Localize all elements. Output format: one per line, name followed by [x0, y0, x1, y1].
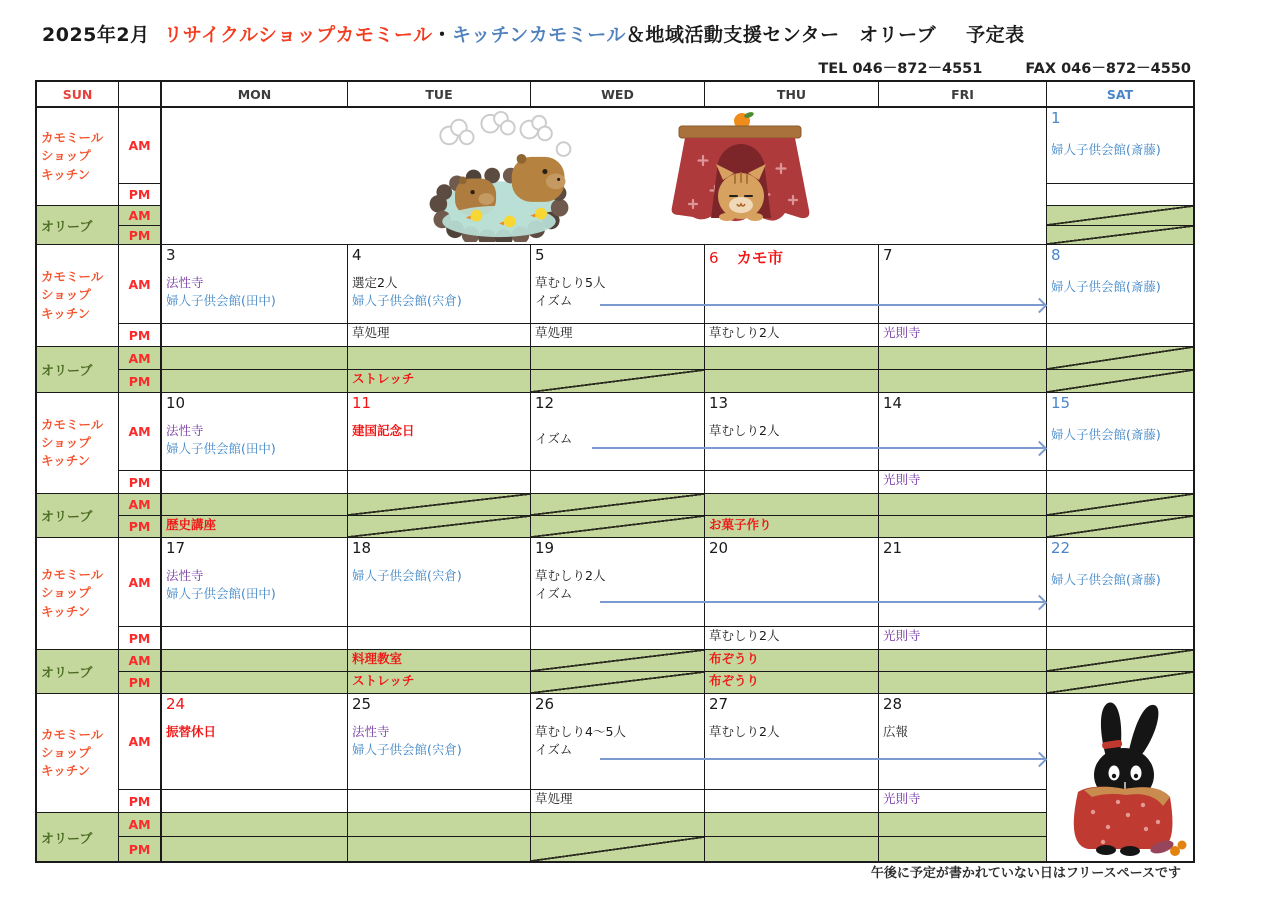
cell-feb19-olive-pm — [531, 672, 705, 693]
cell-feb6-am — [705, 245, 879, 324]
event: お菓子作り — [709, 517, 772, 532]
cell-feb26-pm — [531, 790, 705, 813]
event: 婦人子供会館(斎藤) — [1051, 141, 1161, 157]
cell-feb17-am — [162, 538, 348, 627]
olive-row-label: オリーブ — [37, 650, 119, 693]
event: 草処理 — [535, 791, 573, 806]
date-feb13: 13 — [709, 394, 729, 412]
cell-feb14-pm — [879, 471, 1047, 494]
cell-feb5-pm — [531, 324, 705, 347]
date-feb26: 26 — [535, 695, 555, 713]
cell-feb13-olive-am — [705, 494, 879, 516]
event: 婦人子供会館(宍倉) — [352, 567, 462, 583]
event: 法性寺 — [166, 274, 204, 290]
date-feb20: 20 — [709, 539, 729, 557]
event: イズム — [535, 742, 573, 757]
cell-feb14-am — [879, 393, 1047, 471]
pm-label: PM — [119, 627, 162, 650]
cell-feb7-olive-am — [879, 347, 1047, 370]
cell-feb7-olive-pm — [879, 370, 1047, 392]
event: 法性寺 — [166, 422, 204, 438]
pm-label: PM — [119, 471, 162, 494]
cell-feb1-olive-am — [1047, 206, 1193, 226]
event: 婦人子供会館(宍倉) — [352, 293, 462, 308]
cell-feb4-olive-am — [348, 347, 531, 370]
cell-feb17-olive-pm — [162, 672, 348, 693]
fax-number: FAX 046－872－4550 — [1025, 61, 1191, 77]
cell-feb8-olive-am — [1047, 347, 1193, 370]
cell-feb27-olive-am — [705, 813, 879, 837]
cell-feb8-am — [1047, 245, 1193, 324]
cell-feb19-am — [531, 538, 705, 627]
am-label: AM — [119, 393, 162, 471]
date-feb22: 22 — [1051, 539, 1071, 557]
cell-feb26-am — [531, 694, 705, 790]
cell-feb25-am — [348, 694, 531, 790]
chamomile-row-label: カモミール ショップ キッチン — [37, 393, 119, 494]
cell-feb20-am — [705, 538, 879, 627]
event: ストレッチ — [352, 673, 415, 688]
cell-feb6-pm — [705, 324, 879, 347]
event: イズム — [535, 430, 573, 446]
chamomile-label-line: ショップ — [41, 148, 91, 164]
event: 婦人子供会館(田中) — [166, 441, 276, 456]
header-ampm-spacer — [119, 82, 162, 106]
am-label: AM — [119, 694, 162, 790]
cell-feb12-olive-pm — [531, 516, 705, 537]
cell-feb21-olive-am — [879, 650, 1047, 672]
olive-am-label: AM — [119, 813, 162, 837]
date-feb24: 24 — [166, 695, 186, 713]
header-fri: FRI — [879, 82, 1047, 106]
title-kitchen: キッチンカモミール — [452, 24, 626, 46]
event: 草処理 — [535, 325, 573, 340]
cell-feb13-am — [705, 393, 879, 471]
olive-pm-label: PM — [119, 837, 162, 861]
cell-feb28-olive-pm — [879, 837, 1047, 861]
olive-am-label: AM — [119, 206, 162, 226]
cell-feb4-olive-pm — [348, 370, 531, 392]
date-feb27: 27 — [709, 695, 729, 713]
rabbit-furoshiki-illustration — [1048, 697, 1188, 857]
header-sat: SAT — [1106, 86, 1134, 102]
title-schedule: 予定表 — [966, 24, 1025, 46]
chamomile-row-label — [37, 108, 119, 206]
event: 婦人子供会館(斎藤) — [1051, 278, 1161, 294]
event: 布ぞうり — [709, 651, 760, 666]
title-month: 2025年2月 — [42, 24, 150, 46]
week-row-2 — [37, 245, 1193, 393]
event: 布ぞうり — [709, 673, 760, 688]
olive-row-label: オリーブ — [37, 494, 119, 537]
cell-feb6-olive-am — [705, 347, 879, 370]
week-row-1 — [37, 108, 1193, 245]
chamomile-row-label: カモミール ショップ キッチン — [37, 538, 119, 650]
cell-feb24-olive-pm — [162, 837, 348, 861]
cell-feb18-pm — [348, 627, 531, 650]
event: 婦人子供会館(斎藤) — [1051, 571, 1161, 587]
title-recycle-shop: リサイクルショップカモミール — [163, 24, 433, 46]
cell-feb15-am — [1047, 393, 1193, 471]
cell-feb20-olive-am — [705, 650, 879, 672]
cell-feb5-olive-am — [531, 347, 705, 370]
cell-feb21-pm — [879, 627, 1047, 650]
cell-feb28-am — [879, 694, 1047, 790]
olive-pm-label: PM — [119, 516, 162, 537]
cell-feb3-pm — [162, 324, 348, 347]
cell-feb17-pm — [162, 627, 348, 650]
week-row-5 — [37, 694, 1193, 861]
event: 光則寺 — [883, 628, 921, 643]
event: 光則寺 — [883, 325, 921, 340]
date-feb4: 4 — [352, 246, 362, 264]
cell-feb27-am — [705, 694, 879, 790]
chamomile-row-label: カモミール ショップ キッチン — [37, 694, 119, 813]
cell-feb4-pm — [348, 324, 531, 347]
date-feb11: 11 — [352, 394, 372, 412]
event: 振替休日 — [166, 723, 217, 739]
cell-feb3-am — [162, 245, 348, 324]
pm-label: PM — [119, 324, 162, 347]
calendar-table — [35, 80, 1195, 863]
cell-feb21-am — [879, 538, 1047, 627]
title-separator: ・ — [432, 24, 453, 46]
date-feb28: 28 — [883, 695, 903, 713]
cell-feb12-olive-am — [531, 494, 705, 516]
cell-feb1-olive-pm — [1047, 226, 1193, 244]
am-label: AM — [119, 245, 162, 324]
kotatsu-cat-illustration — [657, 112, 822, 242]
event: 光則寺 — [883, 472, 921, 487]
cell-feb12-pm — [531, 471, 705, 494]
cell-feb20-olive-pm — [705, 672, 879, 693]
event: 選定2人 — [352, 274, 398, 290]
weekday-header-row — [37, 82, 1193, 108]
cell-feb18-olive-am — [348, 650, 531, 672]
cell-feb1-pm — [1047, 184, 1193, 206]
cell-feb15-olive-am — [1047, 494, 1193, 516]
cell-feb28-pm — [879, 790, 1047, 813]
cell-feb22-am — [1047, 538, 1193, 627]
event: 法性寺 — [166, 567, 204, 583]
cell-feb13-olive-pm — [705, 516, 879, 537]
event: 広報 — [883, 723, 909, 739]
event: 歴史講座 — [166, 517, 217, 532]
date-feb15: 15 — [1051, 394, 1071, 412]
olive-pm-label: PM — [119, 226, 162, 244]
cell-feb24-pm — [162, 790, 348, 813]
olive-row-label: オリーブ — [37, 206, 119, 244]
event: 草むしり2人 — [709, 723, 780, 739]
date-feb3: 3 — [166, 246, 176, 264]
header-thu: THU — [705, 82, 879, 106]
date-feb1: 1 — [1051, 109, 1061, 127]
cell-feb24-am — [162, 694, 348, 790]
continuation-arrow-week5 — [600, 758, 1044, 760]
cell-feb3-olive-pm — [162, 370, 348, 392]
cell-feb7-am — [879, 245, 1047, 324]
cell-feb25-pm — [348, 790, 531, 813]
cell-feb22-pm — [1047, 627, 1193, 650]
illustration-area — [162, 108, 1047, 244]
cell-feb22-olive-pm — [1047, 672, 1193, 693]
cell-feb3-olive-am — [162, 347, 348, 370]
illustration-area-sat — [1047, 694, 1193, 861]
cell-feb8-olive-pm — [1047, 370, 1193, 392]
event: 婦人子供会館(田中) — [166, 586, 276, 601]
cell-feb10-olive-am — [162, 494, 348, 516]
am-label: AM — [119, 538, 162, 627]
header-mon: MON — [162, 82, 348, 106]
event: 草むしり2人 — [709, 628, 780, 643]
kamo-market-note: カモ市 — [736, 249, 784, 267]
event: 婦人子供会館(斎藤) — [1051, 426, 1161, 442]
header-tue: TUE — [348, 82, 531, 106]
date-feb5: 5 — [535, 246, 545, 264]
event: 草むしり2人 — [709, 422, 780, 438]
event: 婦人子供会館(田中) — [166, 293, 276, 308]
olive-am-label: AM — [119, 494, 162, 516]
cell-feb14-olive-am — [879, 494, 1047, 516]
cell-feb10-am — [162, 393, 348, 471]
capybara-onsen-illustration — [414, 110, 584, 242]
cell-feb19-olive-am — [531, 650, 705, 672]
olive-am-label: AM — [119, 347, 162, 370]
date-feb17: 17 — [166, 539, 186, 557]
event: イズム — [535, 586, 573, 601]
date-feb25: 25 — [352, 695, 372, 713]
event: 建国記念日 — [352, 422, 415, 438]
pm-label: PM — [119, 184, 162, 206]
footnote: 午後に予定が書かれていない日はフリースペースです — [870, 866, 1181, 881]
date-feb7: 7 — [883, 246, 893, 264]
cell-feb26-olive-pm — [531, 837, 705, 861]
page-title — [42, 20, 1025, 47]
cell-feb15-pm — [1047, 471, 1193, 494]
date-feb10: 10 — [166, 394, 186, 412]
cell-feb25-olive-am — [348, 813, 531, 837]
date-feb6: 6 — [709, 249, 719, 267]
cell-feb5-olive-pm — [531, 370, 705, 392]
cell-feb19-pm — [531, 627, 705, 650]
cell-feb21-olive-pm — [879, 672, 1047, 693]
cell-feb17-olive-am — [162, 650, 348, 672]
cell-feb7-pm — [879, 324, 1047, 347]
date-feb19: 19 — [535, 539, 555, 557]
contact-line — [35, 57, 1191, 78]
cell-feb27-pm — [705, 790, 879, 813]
header-sun: SUN — [37, 82, 119, 106]
cell-feb11-olive-pm — [348, 516, 531, 537]
continuation-arrow-week2 — [600, 304, 1044, 306]
cell-feb1-am — [1047, 108, 1193, 184]
date-feb12: 12 — [535, 394, 555, 412]
pm-label: PM — [119, 790, 162, 813]
header-wed: WED — [531, 82, 705, 106]
continuation-arrow-week4 — [600, 601, 1044, 603]
cell-feb28-olive-am — [879, 813, 1047, 837]
chamomile-label-line: カモミール — [41, 130, 104, 146]
week-row-4 — [37, 538, 1193, 694]
cell-feb18-am — [348, 538, 531, 627]
cell-feb12-am — [531, 393, 705, 471]
cell-feb26-olive-am — [531, 813, 705, 837]
cell-feb6-olive-pm — [705, 370, 879, 392]
cell-feb11-pm — [348, 471, 531, 494]
continuation-arrow-week3 — [592, 447, 1044, 449]
date-feb14: 14 — [883, 394, 903, 412]
cell-feb22-olive-am — [1047, 650, 1193, 672]
olive-row-label: オリーブ — [37, 347, 119, 392]
cell-feb18-olive-pm — [348, 672, 531, 693]
olive-am-label: AM — [119, 650, 162, 672]
event: 草むしり2人 — [535, 567, 606, 583]
event: 草むしり2人 — [709, 325, 780, 340]
event: 婦人子供会館(宍倉) — [352, 742, 462, 757]
cell-feb13-pm — [705, 471, 879, 494]
cell-feb20-pm — [705, 627, 879, 650]
chamomile-row-label: カモミール ショップ キッチン — [37, 245, 119, 347]
event: ストレッチ — [352, 371, 415, 386]
cell-feb10-pm — [162, 471, 348, 494]
cell-feb25-olive-pm — [348, 837, 531, 861]
cell-feb27-olive-pm — [705, 837, 879, 861]
title-suffix: ＆地域活動支援センター オリーブ — [625, 24, 937, 46]
date-feb21: 21 — [883, 539, 903, 557]
olive-row-label: オリーブ — [37, 813, 119, 861]
cell-feb15-olive-pm — [1047, 516, 1193, 537]
chamomile-label-line: キッチン — [41, 166, 91, 182]
tel-number: TEL 046－872－4551 — [818, 61, 983, 77]
event: 法性寺 — [352, 723, 390, 739]
event: 草むしり5人 — [535, 274, 606, 290]
cell-feb11-am — [348, 393, 531, 471]
am-label: AM — [119, 108, 162, 184]
event: 草処理 — [352, 325, 390, 340]
date-feb8: 8 — [1051, 246, 1061, 264]
cell-feb4-am — [348, 245, 531, 324]
event: イズム — [535, 293, 573, 308]
week-row-3 — [37, 393, 1193, 538]
date-feb18: 18 — [352, 539, 372, 557]
cell-feb8-pm — [1047, 324, 1193, 347]
event: 料理教室 — [352, 651, 403, 666]
cell-feb10-olive-pm — [162, 516, 348, 537]
olive-pm-label: PM — [119, 672, 162, 693]
cell-feb11-olive-am — [348, 494, 531, 516]
event: 光則寺 — [883, 791, 921, 806]
olive-pm-label: PM — [119, 370, 162, 392]
cell-feb14-olive-pm — [879, 516, 1047, 537]
cell-feb5-am — [531, 245, 705, 324]
cell-feb24-olive-am — [162, 813, 348, 837]
event: 草むしり4～5人 — [535, 723, 626, 739]
